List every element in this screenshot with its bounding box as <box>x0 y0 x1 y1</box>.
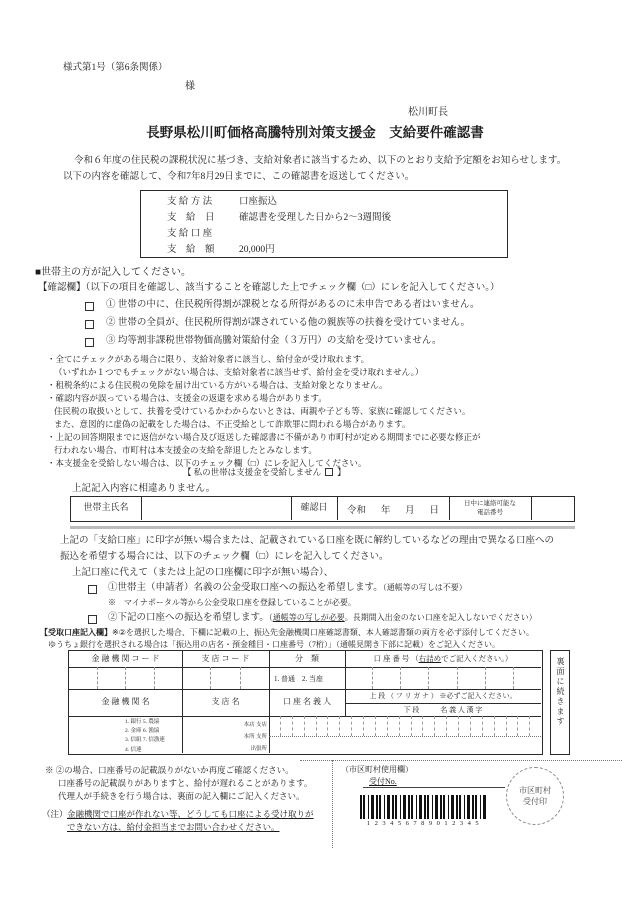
char-cell[interactable] <box>495 716 507 736</box>
holder-header: 口 座 名 義 人 <box>283 697 331 706</box>
option-2-line <box>108 612 537 624</box>
payment-method-value: 口座振込 <box>239 197 278 207</box>
option-1-line <box>108 582 467 594</box>
sender: 松川町長 <box>408 107 448 118</box>
char-cell[interactable] <box>507 716 519 736</box>
kanji-name-field[interactable] <box>269 736 541 753</box>
phone-label-line1: 日中に連絡可能な <box>464 500 516 507</box>
account-para-3: 上記口座に代えて（または上記の口座欄に印字が無い場合）、 <box>72 568 334 578</box>
char-cell[interactable] <box>514 667 541 689</box>
stamp-line-1: 市区町村 <box>519 786 551 795</box>
class-header: 分 類 <box>295 654 319 663</box>
char-cell[interactable] <box>352 716 364 736</box>
checkbox-option-1[interactable] <box>88 585 97 594</box>
char-cell[interactable] <box>281 716 293 736</box>
form-code: 様式第1号（第6条関係） <box>63 63 168 73</box>
bank-type-1: 1. 銀行 5. 農協 <box>125 719 160 725</box>
option-2-note-rest: 。長期間入出金のない口座を記入しないでください） <box>344 613 537 622</box>
confirm-note-4: ・確認内容が誤っている場合は、支援金の返還を求める場合があります。 <box>47 393 327 403</box>
divider <box>300 760 622 761</box>
footer-note-line-1: 金融機関で口座が作れない等、どうしても口座による受け取りが <box>67 809 314 819</box>
confirm-note-7: ・上記の回答期限までに返信がない場合及び返送した確認書に不備があり市町村が定める期間までに必要な修正が <box>47 432 481 442</box>
confirm-note-1: ・全てにチェックがある場合に限り、支給対象者に該当し、給付金が受け取れます。 <box>47 354 370 364</box>
char-cell[interactable] <box>317 716 329 736</box>
account-entry-heading-label: 【受取口座記入欄】 <box>40 628 112 637</box>
householder-name-field[interactable] <box>141 497 291 520</box>
char-cell[interactable] <box>305 716 317 736</box>
stamp-line-2: 受付印 <box>523 797 547 806</box>
kanji-row-label: 下 段 名 義 人 漢 字 <box>403 706 483 714</box>
kana-cells[interactable] <box>269 716 541 736</box>
account-entry-heading-rest: ※②を選択した場合、下欄に記載の上、振込先金融機関口座確認書類、本人確認書類の両方を必ず添付してください。 <box>112 628 534 637</box>
month-label: 月 <box>405 505 415 516</box>
char-cell[interactable] <box>376 716 388 736</box>
office-use-label: （市区町村使用欄） <box>341 765 413 774</box>
divider <box>345 703 541 704</box>
confirm-note-8: 行われない場合、市町村は本支援金の支給を辞退したとみなします。 <box>54 445 317 455</box>
payment-date-row <box>167 212 391 224</box>
payment-amount-label: 支 給 額 <box>167 245 215 255</box>
decline-line <box>183 467 346 478</box>
char-cell[interactable] <box>345 667 373 689</box>
branch-code-header: 支 店 コ ー ド <box>201 654 250 663</box>
char-cell[interactable] <box>471 716 483 736</box>
section-divider <box>70 526 575 529</box>
receipt-stamp-circle <box>506 767 564 825</box>
account-number-cells[interactable] <box>345 667 541 689</box>
char-cell[interactable] <box>241 667 269 689</box>
phone-label <box>449 500 531 517</box>
phone-field[interactable] <box>531 497 576 520</box>
kana-row-label: 上 段 （ フ リ ガ ナ ） ※必ずご記入ください。 <box>369 692 517 700</box>
account-entry-heading-1 <box>40 628 534 638</box>
char-cell[interactable] <box>328 716 340 736</box>
payment-account-label: 支 給 口 座 <box>167 229 213 239</box>
confirm-note-6: また、意図的に虚偽の記載をした場合は、不正受給として詐欺罪に問われる場合があります。 <box>54 419 411 429</box>
char-cell[interactable] <box>340 716 352 736</box>
divider <box>332 760 333 848</box>
branch-type-3: 出張所 <box>250 746 267 752</box>
footer-note-line-2: できない方は、給付金担当までお問い合わせください。 <box>67 822 280 832</box>
confirm-subheading: 【確認欄】（以下の項目を確認し、該当することを確認した上でチェック欄（□）にレを記入してください。） <box>38 283 500 293</box>
char-cell[interactable] <box>423 716 435 736</box>
footer-warn-1: ※ ②の場合、口座番号の記載誤りがないか再度ご確認ください。 <box>45 765 294 775</box>
class-options[interactable]: 1. 普通 2. 当座 <box>274 675 323 683</box>
payment-method-label: 支 給 方 法 <box>167 197 213 207</box>
option-2-note-open: （ <box>268 613 273 622</box>
intro-line-2: 以下の内容を確認して、令和7年8月29日までに、この確認書を返送してください。 <box>63 172 415 182</box>
confirm-note-9: ・本支援金を受給しない場合は、以下のチェック欄（□）にレを記入してください。 <box>47 458 367 468</box>
char-cell[interactable] <box>435 716 447 736</box>
char-cell[interactable] <box>530 716 541 736</box>
footer-note-label: （注） <box>42 809 68 819</box>
payment-date-value: 確認書を受理した日から2～3週間後 <box>239 213 392 223</box>
account-number-header-underlined: 右詰め <box>418 654 442 663</box>
continues-on-back-box <box>550 650 570 755</box>
bank-code-cells[interactable] <box>69 667 182 689</box>
account-entry-heading-2: ゆうちょ銀行を選択される場合は「振込用の店名・預金種目・口座番号（7桁）」（通帳見開き下部に記載）をご記入ください。 <box>48 640 500 649</box>
char-cell[interactable] <box>364 716 376 736</box>
char-cell[interactable] <box>269 716 281 736</box>
phone-label-line2: 電話番号 <box>477 508 503 516</box>
branch-type-2: 本所 支所 <box>243 734 267 740</box>
confirm-item-3: ③ 均等割非課税世帯物価高騰対策給付金（３万円）の支給を受けていません。 <box>106 336 442 346</box>
char-cell[interactable] <box>459 716 471 736</box>
char-cell[interactable] <box>293 716 305 736</box>
account-para-1: 上記の「支給口座」に印字が無い場合または、記載されている口座を既に解約しているなどの理由で異なる口座への <box>60 536 555 546</box>
char-cell[interactable] <box>412 716 424 736</box>
footer-warn-3: 代理人が手続きを行う場合は、裏面の記入欄にご記入ください。 <box>58 791 305 801</box>
checkbox-decline[interactable] <box>325 468 333 476</box>
payment-amount-row <box>167 244 275 256</box>
confirm-date-field[interactable] <box>337 497 449 520</box>
addressee-suffix: 様 <box>185 81 195 92</box>
payment-amount-value: 20,000円 <box>239 245 275 255</box>
char-cell[interactable] <box>373 667 401 689</box>
receipt-no-field[interactable] <box>363 777 505 788</box>
char-cell[interactable] <box>486 667 514 689</box>
bank-name-field[interactable] <box>69 716 182 753</box>
account-number-header-pre: 口 座 番 号 （ <box>373 654 419 663</box>
branch-code-cells[interactable] <box>182 667 269 689</box>
bank-account-table <box>68 650 543 755</box>
divider <box>69 689 541 690</box>
checkbox-item-2[interactable] <box>85 320 94 329</box>
householder-table <box>70 496 575 522</box>
char-cell[interactable] <box>98 667 127 689</box>
year-label: 年 <box>380 505 391 516</box>
affirm-line: 上記記入内容に相違ありません。 <box>72 484 216 494</box>
payment-method-row <box>167 196 277 208</box>
payment-date-label: 支 給 日 <box>167 213 215 223</box>
payment-account-row <box>167 228 239 240</box>
char-cell[interactable] <box>458 667 486 689</box>
bank-type-2: 2. 金庫 6. 漁協 <box>125 728 160 735</box>
char-cell[interactable] <box>447 716 459 736</box>
barcode <box>360 795 486 819</box>
option-2-text: ②下記の口座への振込を希望します。 <box>108 613 269 623</box>
checkbox-item-1[interactable] <box>85 302 94 311</box>
char-cell[interactable] <box>483 716 495 736</box>
option-1-subnote: ※ マイナポータル等から公金受取口座を登録していることが必要。 <box>108 598 356 607</box>
continues-on-back-label: 裏面に続きます <box>556 657 565 727</box>
char-cell[interactable] <box>400 716 412 736</box>
char-cell[interactable] <box>182 667 211 689</box>
decline-bracket-open: 【 <box>183 467 192 477</box>
char-cell[interactable] <box>155 667 183 689</box>
barcode-digits: 123456789012345 <box>366 820 484 827</box>
branch-name-field[interactable] <box>182 716 269 753</box>
option-2-note-underlined: 通帳等の写しが必要 <box>272 613 345 622</box>
bank-type-3: 3. 信組 7. 信漁連 <box>125 737 165 744</box>
account-number-header <box>345 654 541 664</box>
char-cell[interactable] <box>388 716 400 736</box>
era-label: 令和 <box>347 505 367 516</box>
checkbox-option-2[interactable] <box>88 615 97 624</box>
option-1-text: ①世帯主（申請者）名義の公金受取口座への振込を希望します。 <box>108 583 383 593</box>
char-cell[interactable] <box>126 667 155 689</box>
decline-bracket-close: 】 <box>337 467 346 477</box>
receipt-no-label: 受付No. <box>369 777 397 786</box>
confirm-date-label: 確認日 <box>300 502 328 512</box>
confirm-note-5: 住民税の取扱いとして、扶養を受けているかわからないときは、両親や子ども等、家族に確認してください。 <box>54 406 471 416</box>
confirm-item-1: ① 世帯の中に、住民税所得割が課税となる所得があるのに未申告である者はいません。 <box>106 300 480 310</box>
decline-text: 私の世帯は支援金を受給しません <box>193 467 322 477</box>
checkbox-item-3[interactable] <box>85 338 94 347</box>
confirm-item-2: ② 世帯の全員が、住民税所得割が課されている他の親族等の扶養を受けていません。 <box>106 318 470 328</box>
char-cell[interactable] <box>429 667 457 689</box>
option-1-note: （通帳等の写しは不要） <box>382 583 467 592</box>
intro-line-1: 令和６年度の住民税の課税状況に基づき、支給対象者に該当するため、以下のとおり支給予定額をお知らせします。 <box>74 156 567 166</box>
branch-name-header: 支 店 名 <box>211 697 240 706</box>
day-label: 日 <box>429 505 439 516</box>
householder-section-heading: ■世帯主の方が記入してください。 <box>35 267 192 278</box>
char-cell[interactable] <box>69 667 98 689</box>
confirm-note-2: （いずれか１つでもチェックがない場合は、支給対象者に該当せず、給付金を受け取れません。） <box>54 367 424 377</box>
footer-warn-2: 口座番号の記載誤りがありますと、給付が遅れることがあります。 <box>58 778 313 788</box>
bank-name-header: 金 融 機 関 名 <box>101 697 150 706</box>
account-number-header-post: でご記入ください。） <box>441 654 513 663</box>
householder-name-label: 世帯主氏名 <box>83 502 129 512</box>
bank-type-4: 4. 信連 <box>125 746 142 753</box>
page-title: 長野県松川町価格高騰特別対策支援金 支給要件確認書 <box>146 125 484 140</box>
char-cell[interactable] <box>518 716 530 736</box>
confirm-note-3: ・租税条約による住民税の免除を届け出ている方がいる場合は、支給対象となりません。 <box>47 380 388 390</box>
account-para-2: 振込を希望する場合には、以下のチェック欄（□）にレを記入してください。 <box>60 552 389 562</box>
char-cell[interactable] <box>211 667 240 689</box>
branch-type-1: 本店 支店 <box>243 722 267 728</box>
payment-summary-box <box>140 190 508 258</box>
bank-code-header: 金 融 機 関 コ ー ド <box>91 654 160 663</box>
char-cell[interactable] <box>401 667 429 689</box>
